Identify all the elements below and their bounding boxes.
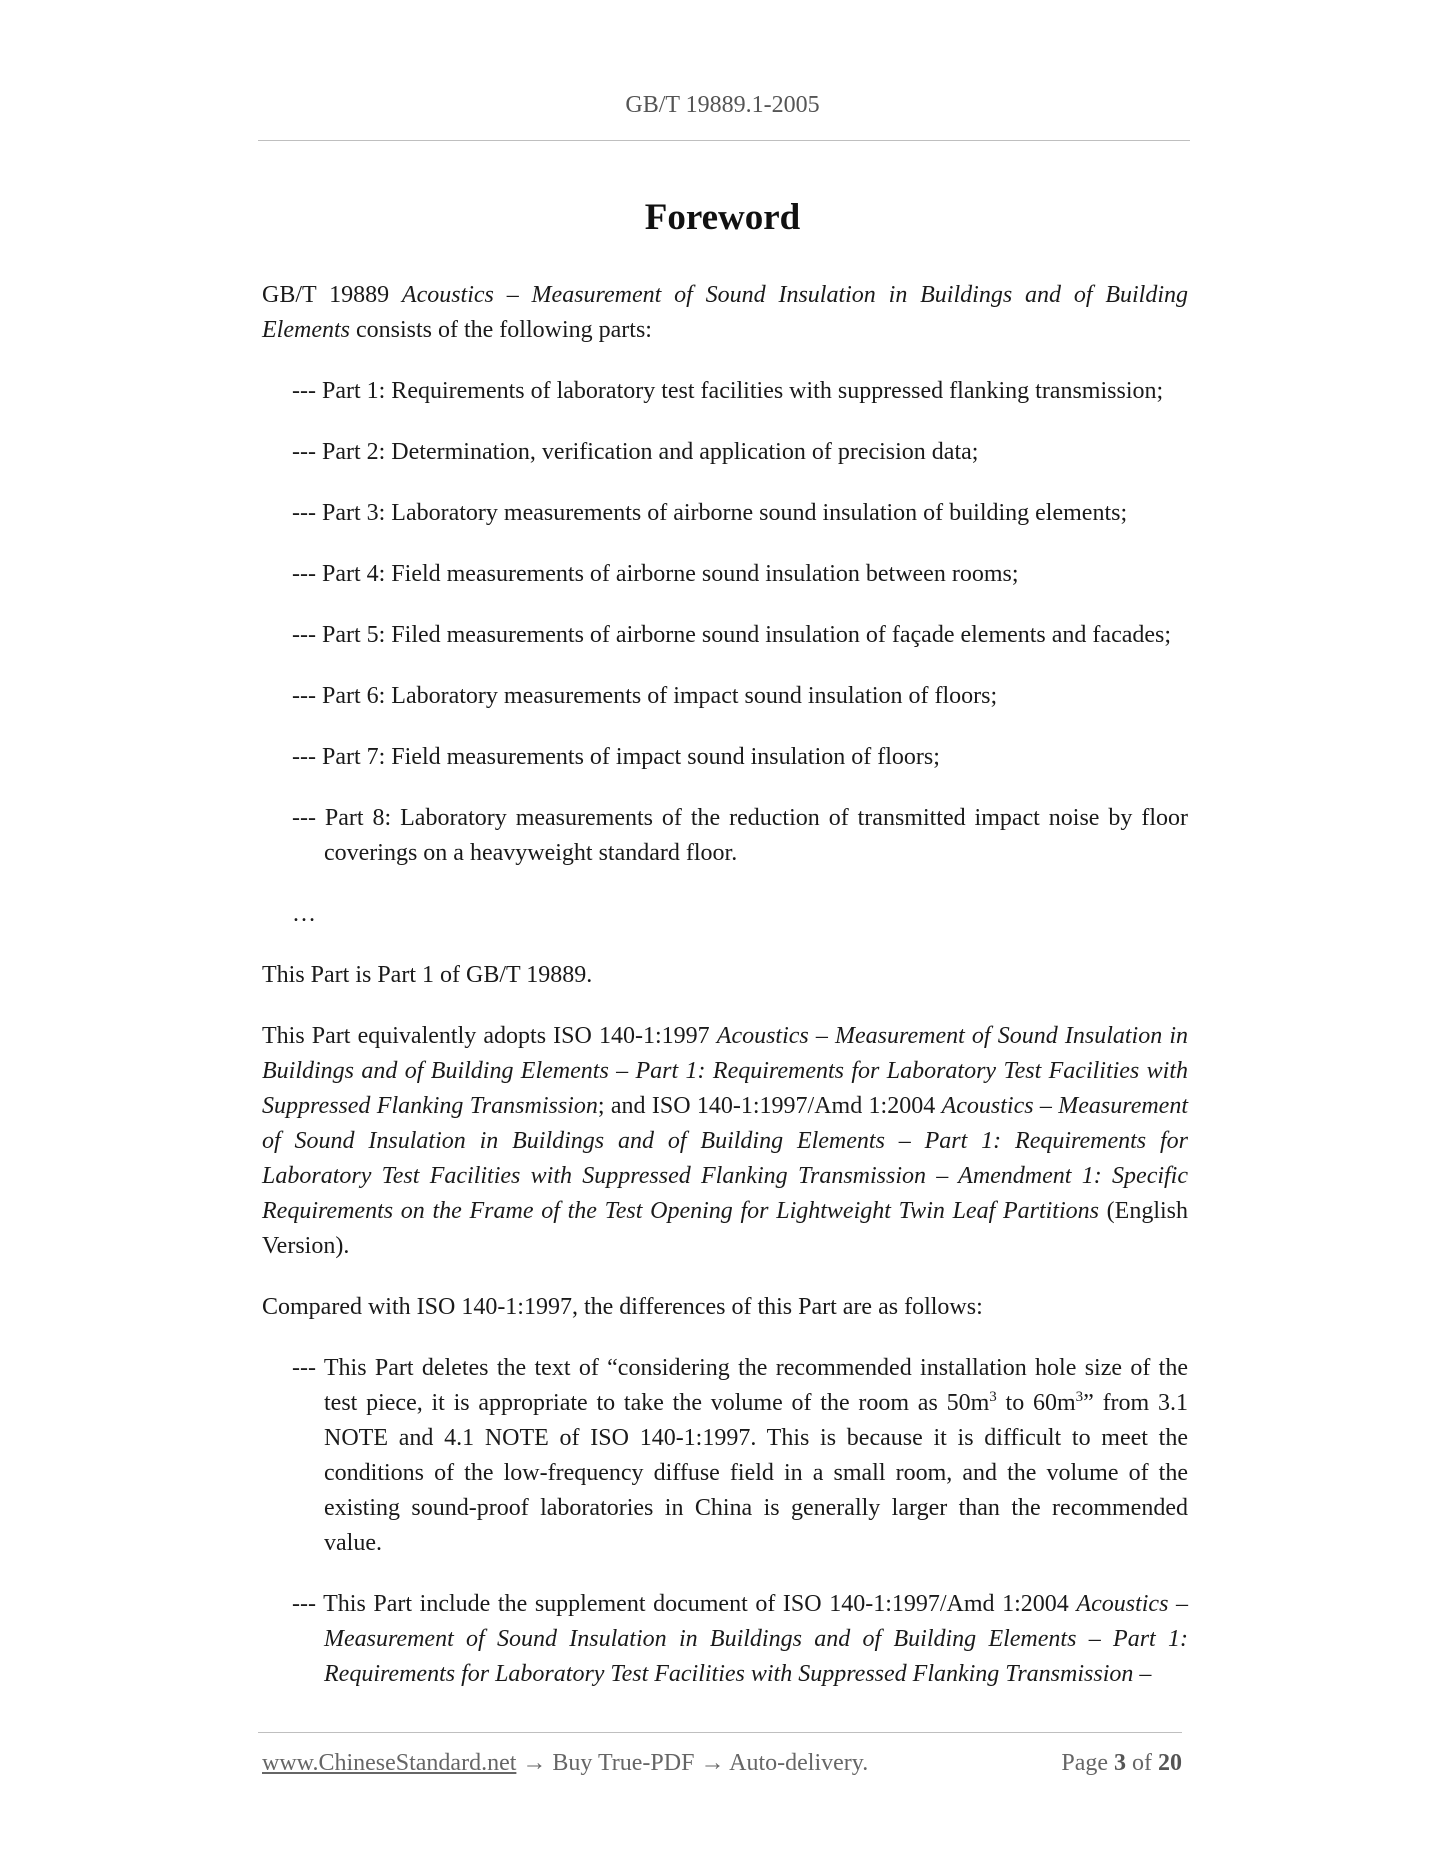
list-item-part-5: --- Part 5: Filed measurements of airborne sound insulation of façade elements and facades; <box>292 622 1172 648</box>
footer-promo <box>262 1750 868 1777</box>
adoption-title-1: Acoustics – Measurement of Sound Insulation in Buildings and of Building Elements – Part 1: Requirements for Laboratory Test Facilities with Suppressed Flanking Transmission <box>262 1023 1189 1119</box>
intro-code: GB/T 19889 <box>262 282 402 308</box>
adoption-paragraph <box>262 1019 1188 1264</box>
intro-series-title: Acoustics – Measurement of Sound Insulation in Buildings and of Building Elements <box>262 282 1188 343</box>
of-label: of <box>1126 1750 1158 1776</box>
auto-delivery-text: → Auto-delivery. <box>700 1750 869 1776</box>
list-ellipsis: … <box>292 901 316 927</box>
difference-1-text-b: to 60m <box>996 1390 1076 1416</box>
adoption-tail: (English Version). <box>262 1198 1189 1259</box>
difference-1-text-c: ” from 3.1 NOTE and 4.1 NOTE of ISO 140-1:1997. This is because it is difficult to meet the conditions of the low-frequency diffuse field in a small room, and the volume of the existing sound-proof laboratories in China is generally larger than the recommended value. <box>324 1390 1188 1556</box>
footer-divider <box>258 1732 1182 1733</box>
difference-1-text-a: --- This Part deletes the text of “considering the recommended installation hole size of the test piece, it is appropriate to take the volume of the room as 50m <box>292 1355 1188 1416</box>
list-item-part-1: --- Part 1: Requirements of laboratory test facilities with suppressed flanking transmission; <box>292 378 1164 404</box>
document-body <box>262 278 1188 1718</box>
difference-2-italic-title: Acoustics – Measurement of Sound Insulation in Buildings and of Building Elements – Part 1: Requirements for Laboratory Test Facilities with Suppressed Flanking Transmission – <box>324 1591 1189 1687</box>
list-item-part-7: --- Part 7: Field measurements of impact sound insulation of floors; <box>292 744 940 770</box>
part-statement: This Part is Part 1 of GB/T 19889. <box>262 962 593 988</box>
total-pages: 20 <box>1158 1750 1182 1776</box>
list-item-part-6: --- Part 6: Laboratory measurements of impact sound insulation of floors; <box>292 683 998 709</box>
difference-item-1 <box>262 1351 1188 1561</box>
page-number: 3 <box>1114 1750 1126 1776</box>
intro-paragraph <box>262 278 1188 348</box>
list-item-part-8: --- Part 8: Laboratory measurements of the reduction of transmitted impact noise by floor coverings on a heavyweight standard floor. <box>292 805 1188 866</box>
buy-pdf-text: → Buy True-PDF <box>516 1750 701 1776</box>
intro-tail: consists of the following parts: <box>349 317 652 343</box>
adoption-mid: ; and ISO 140-1:1997/Amd 1:2004 <box>597 1093 942 1119</box>
difference-2-text: --- This Part include the supplement document of ISO 140-1:1997/Amd 1:2004 <box>292 1591 1077 1617</box>
page-footer <box>262 1750 1182 1786</box>
header-divider <box>258 140 1190 141</box>
superscript-3: 3 <box>1075 1389 1084 1405</box>
list-item-part-4: --- Part 4: Field measurements of airborne sound insulation between rooms; <box>292 561 1019 587</box>
list-item-part-2: --- Part 2: Determination, verification and application of precision data; <box>292 439 979 465</box>
list-item-part-3: --- Part 3: Laboratory measurements of airborne sound insulation of building elements; <box>292 500 1128 526</box>
adoption-lead: This Part equivalently adopts ISO 140-1:1997 <box>262 1023 717 1049</box>
difference-item-2 <box>262 1587 1188 1692</box>
superscript-3: 3 <box>989 1389 997 1405</box>
website-link[interactable]: www.ChineseStandard.net <box>262 1750 517 1776</box>
page-counter <box>1061 1750 1182 1777</box>
adoption-title-2: Acoustics – Measurement of Sound Insulation in Buildings and of Building Elements – Part 1: Requirements for Laboratory Test Facilities with Suppressed Flanking Transmission – Amendment 1: Specific Requirements on the Frame of the Test Opening for Lightweight Twin Leaf Partitions <box>262 1093 1188 1224</box>
page-label: Page <box>1061 1750 1114 1776</box>
page-title: Foreword <box>644 197 801 238</box>
running-header: GB/T 19889.1-2005 <box>625 92 820 118</box>
comparison-intro: Compared with ISO 140-1:1997, the differences of this Part are as follows: <box>262 1294 983 1320</box>
